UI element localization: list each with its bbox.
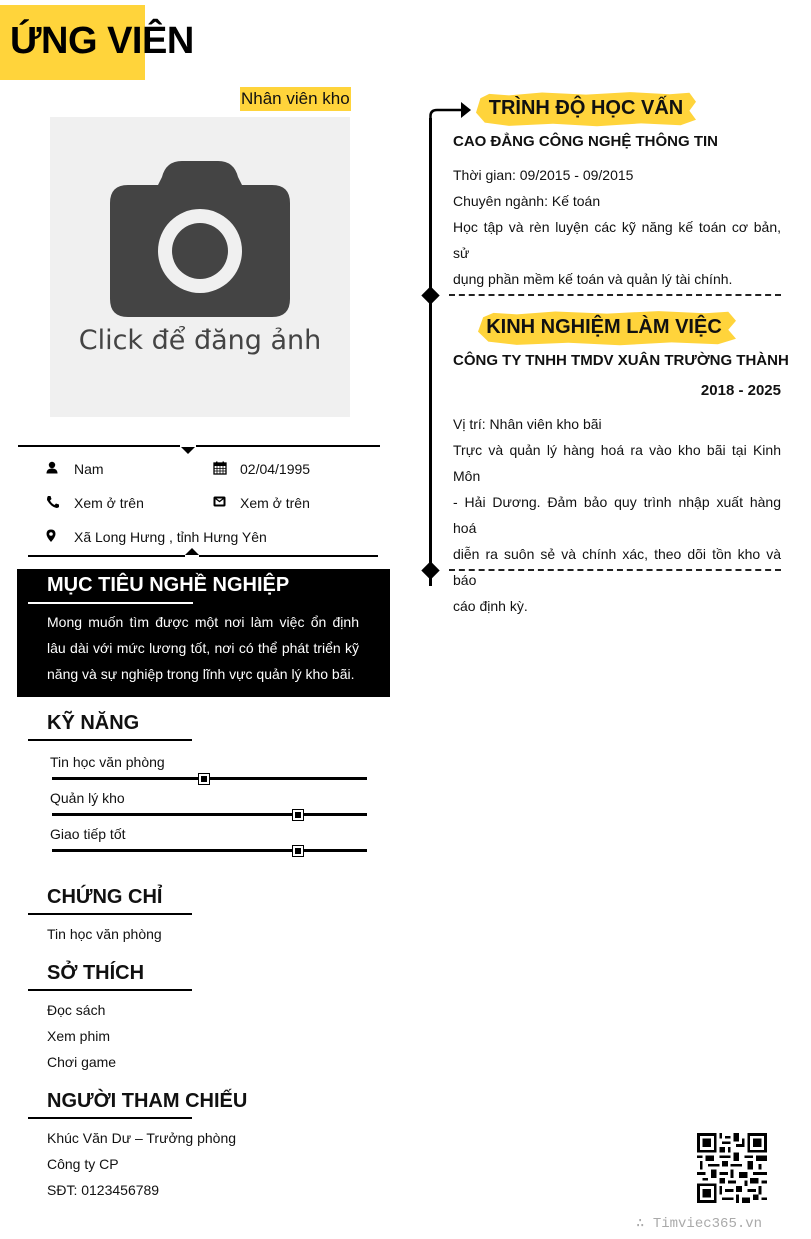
phone-icon — [46, 495, 60, 509]
skill-name: Quản lý kho — [50, 790, 125, 806]
skill-slider-track[interactable] — [52, 813, 367, 816]
email-value[interactable]: Xem ở trên — [240, 495, 310, 511]
address-value[interactable]: Xã Long Hưng , tỉnh Hưng Yên — [74, 529, 267, 545]
education-time: Thời gian: 09/2015 - 09/2015 — [453, 167, 634, 183]
experience-desc: diễn ra suôn sẻ và chính xác, theo dõi tồn kho và báo — [453, 546, 781, 588]
certificate-item[interactable]: Tin học văn phòng — [47, 926, 162, 942]
birthday-value[interactable]: 02/04/1995 — [240, 461, 311, 477]
reference-item: Công ty CP — [47, 1156, 119, 1172]
hobby-item: Chơi game — [47, 1054, 117, 1070]
camera-icon — [110, 161, 290, 317]
birthday-row — [213, 461, 227, 478]
hobby-list[interactable] — [47, 997, 116, 1075]
address-row — [46, 529, 60, 546]
gender-value[interactable]: Nam — [74, 461, 104, 477]
divider — [18, 445, 180, 447]
email-row — [213, 495, 227, 512]
divider — [196, 445, 380, 447]
section-title: NGƯỜI THAM CHIẾU — [47, 1090, 248, 1112]
section-title: KỸ NĂNG — [47, 712, 140, 734]
gender-row — [46, 461, 60, 477]
career-objective-section — [17, 569, 390, 697]
objective-line: năng và sự nghiệp trong lĩnh vực quản lý kho bãi. — [47, 666, 355, 682]
hobby-item: Đọc sách — [47, 1002, 106, 1018]
reference-item: SĐT: 0123456789 — [47, 1182, 160, 1198]
skill-name: Tin học văn phòng — [50, 754, 165, 770]
timeline-node — [421, 286, 439, 304]
skill-slider-knob[interactable] — [292, 809, 304, 821]
skill-slider-knob[interactable] — [198, 773, 210, 785]
education-major: Chuyên ngành: Kế toán — [453, 193, 601, 209]
objective-text[interactable] — [47, 609, 359, 687]
section-underline — [28, 739, 192, 741]
map-marker-icon — [46, 529, 60, 543]
job-position[interactable]: Nhân viên kho — [240, 87, 351, 111]
photo-upload[interactable] — [50, 117, 350, 417]
section-underline — [28, 1117, 192, 1119]
phone-row — [46, 495, 60, 512]
skill-name: Giao tiếp tốt — [50, 826, 126, 842]
reference-item: Khúc Văn Dư – Trưởng phòng — [47, 1130, 237, 1146]
section-underline — [28, 989, 192, 991]
section-underline — [28, 602, 193, 604]
timeline-line — [429, 118, 432, 586]
hobby-item: Xem phim — [47, 1028, 111, 1044]
experience-role: Vị trí: Nhân viên kho bãi — [453, 416, 602, 432]
section-title: SỞ THÍCH — [47, 962, 145, 984]
calendar-icon — [213, 461, 227, 475]
qr-code-icon[interactable] — [697, 1133, 767, 1203]
timeline-node — [421, 561, 439, 579]
user-icon — [46, 461, 60, 475]
experience-desc: - Hải Dương. Đảm bảo quy trình nhập xuất hàng hoá — [453, 494, 781, 536]
objective-line: Mong muốn tìm được một nơi làm việc ổn định — [47, 614, 359, 630]
section-separator — [449, 569, 781, 571]
section-underline — [28, 913, 192, 915]
envelope-icon — [213, 495, 227, 509]
timeline-arrow-icon — [428, 100, 474, 122]
triangle-up-icon — [185, 548, 199, 555]
education-details[interactable] — [453, 162, 781, 292]
experience-details[interactable] — [453, 411, 781, 619]
skill-slider-track[interactable] — [52, 849, 367, 852]
triangle-down-icon — [181, 447, 195, 454]
section-title: KINH NGHIỆM LÀM VIỆC — [486, 316, 722, 338]
reference-list[interactable] — [47, 1125, 236, 1203]
brand-watermark[interactable]: ∴ Timviec365.vn — [636, 1216, 763, 1232]
experience-desc: Trực và quản lý hàng hoá ra vào kho bãi tại Kinh Môn — [453, 442, 781, 484]
phone-value[interactable]: Xem ở trên — [74, 495, 144, 511]
education-desc: Học tập và rèn luyện các kỹ năng kế toán cơ bản, sử — [453, 219, 781, 261]
section-title: MỤC TIÊU NGHỀ NGHIỆP — [47, 574, 290, 596]
divider — [199, 555, 378, 557]
section-title: CHỨNG CHỈ — [47, 886, 163, 908]
school-name[interactable]: CAO ĐẲNG CÔNG NGHỆ THÔNG TIN — [453, 133, 718, 150]
skill-slider-knob[interactable] — [292, 845, 304, 857]
section-separator — [449, 294, 781, 296]
objective-line: lâu dài với mức lương tốt, nơi có thể phát triển kỹ — [47, 640, 359, 656]
education-desc: dụng phần mềm kế toán và quản lý tài chính. — [453, 271, 733, 287]
company-name[interactable]: CÔNG TY TNHH TMDV XUÂN TRƯỜNG THÀNH — [453, 352, 789, 369]
work-period[interactable]: 2018 - 2025 — [700, 382, 781, 399]
photo-upload-label: Click để đăng ảnh — [78, 325, 322, 356]
candidate-name[interactable]: ỨNG VIÊN — [10, 20, 194, 62]
experience-desc: cáo định kỳ. — [453, 598, 528, 614]
divider — [28, 555, 185, 557]
section-title: TRÌNH ĐỘ HỌC VẤN — [488, 97, 684, 119]
